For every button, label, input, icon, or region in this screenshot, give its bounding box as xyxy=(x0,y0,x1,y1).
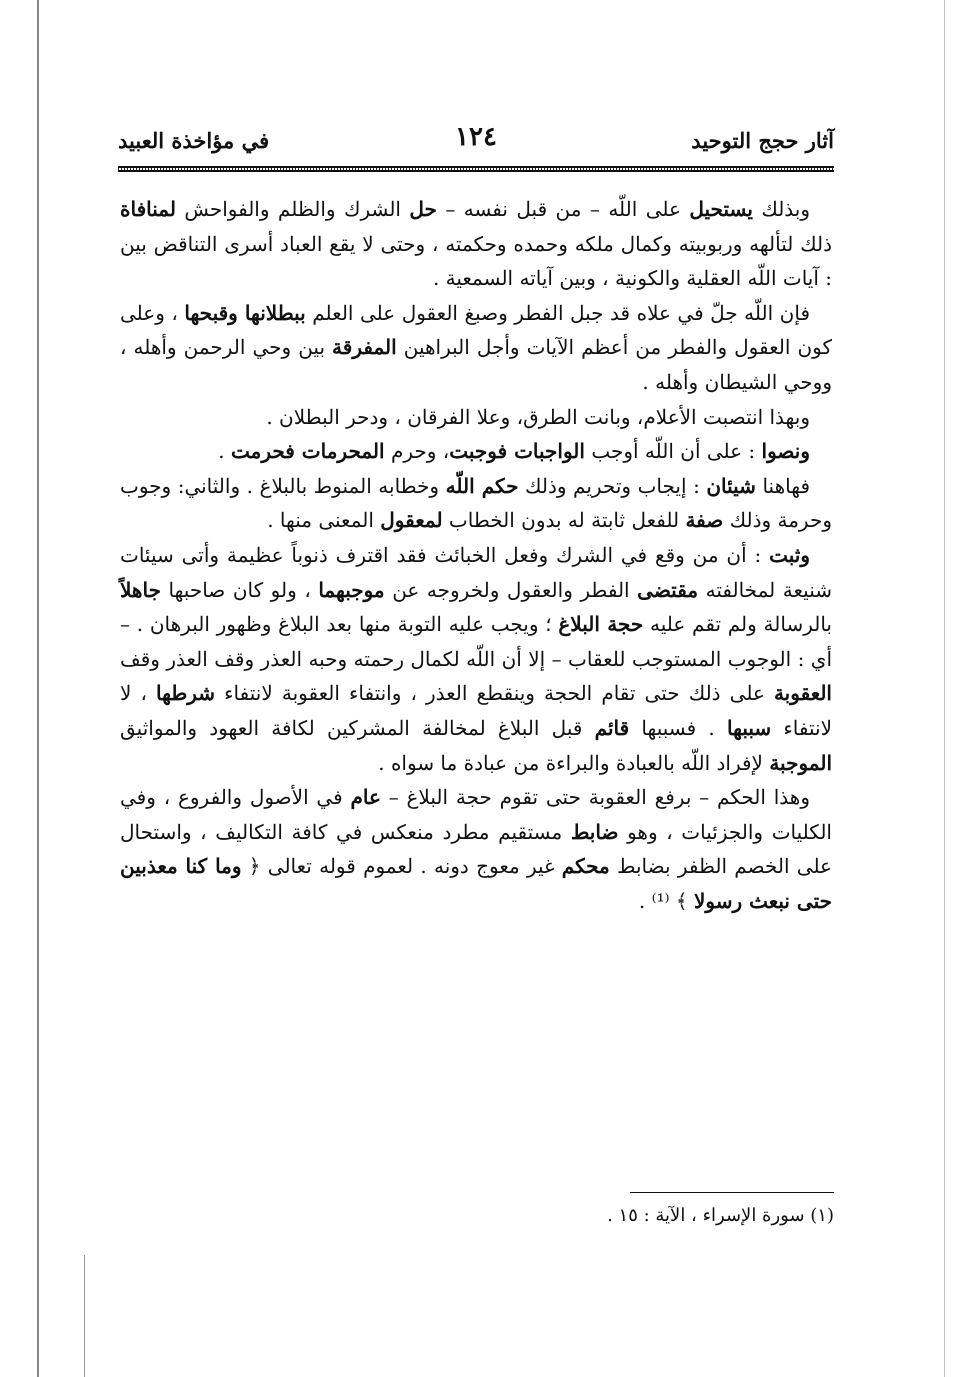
bold-term: شرطها xyxy=(156,681,216,706)
paragraph: فإن اللّه جلّ في علاه قد جبل الفطر وصبغ العقول على العلم ببطلانها وقبحها ، وعلى كون العقول والفطر من أعظم الآيات وأجل البراهين المفرقة بين وحي الرحمن وأهله ، ووحي الشيطان وأهله . xyxy=(120,300,833,394)
bold-term: محكم xyxy=(561,854,610,879)
page-edge-right xyxy=(944,0,945,1377)
running-header xyxy=(118,122,834,168)
paragraph: وبذلك يستحيل على اللّه – من قبل نفسه – حل الشرك والظلم والفواحش لمنافاة ذلك لتألهه وربوبيته وكمال ملكه وحمده وحكمته ، وحتى لا يقع العباد أسرى التناقض بين : آيات اللّه العقلية والكونية ، وبين آياته السمعية . xyxy=(120,197,832,291)
bold-term: سببها xyxy=(727,715,772,740)
paragraph: وبهذا انتصبت الأعلام، وبانت الطرق، وعلا الفرقان ، ودحر البطلان . xyxy=(266,404,810,429)
bold-term: ضابط xyxy=(570,819,619,844)
footnote-rule xyxy=(630,1192,834,1193)
bold-term: وما كنا معذبين حتى نبعث رسولا xyxy=(120,854,832,913)
bold-term: يستحيل xyxy=(689,197,753,221)
bold-term: موجبهما xyxy=(318,577,385,602)
paragraph: وهذا الحكم – برفع العقوبة حتى تقوم حجة البلاغ – عام في الأصول والفروع ، وفي الكليات والجزئيات ، وهو ضابط مستقيم مطرد منعكس في كافة التكاليف ، واستحال على الخصم الظفر بضابط محكم غير معوج دونه . لعموم قوله تعالى ﴿ وما كنا معذبين حتى نبعث رسولا ﴾ ⁽¹⁾ . xyxy=(120,785,832,913)
bold-term: حل xyxy=(409,197,437,221)
bold-term: عام xyxy=(350,785,381,810)
chapter-title: في مؤاخذة العبيد xyxy=(118,128,270,153)
bold-term: وثبت xyxy=(769,542,810,567)
bold-term: حجة البلاغ xyxy=(558,612,644,637)
bold-term: المحرمات فحرمت xyxy=(230,439,385,464)
main-text xyxy=(120,192,832,918)
paragraph: وثبت : أن من وقع في الشرك وفعل الخبائث فقد اقترف ذنوباً عظيمة وأتى سيئات شنيعة لمخالفته مقتضى الفطر والعقول ولخروجه عن موجبهما ، ولو كان صاحبها جاهلاً بالرسالة ولم تقم عليه حجة البلاغ ؛ ويجب عليه التوبة منها بعد البلاغ وظهور البرهان . – أي : الوجوب المستوجب للعقاب – إلا أن اللّه لكمال رحمته وحبه العذر وقف العذر وقف العقوبة على ذلك حتى تقام الحجة وينقطع العذر ، وانتفاء العقوبة لانتفاء شرطها ، لا لانتفاء سببها . فسببها قائم قبل البلاغ لمخالفة المشركين لكافة العهود والمواثيق الموجبة لإفراد اللّه بالعبادة والبراءة من عبادة ما سواه . xyxy=(120,542,833,775)
bold-term: شيئان xyxy=(706,473,756,498)
bold-term: حكم اللّه xyxy=(445,473,519,498)
paragraph: ونصوا : على أن اللّه أوجب الواجبات فوجبت، وحرم المحرمات فحرمت . xyxy=(218,439,810,464)
bold-term: العقوبة xyxy=(773,681,832,706)
bold-term: قائم xyxy=(594,715,630,740)
bold-term: الموجبة xyxy=(769,750,832,775)
bold-term: لمنافاة xyxy=(120,197,176,221)
paragraph: فهاهنا شيئان : إيجاب وتحريم وذلك حكم اللّه وخطابه المنوط بالبلاغ . والثاني: وجوب وحرمة وذلك صفة للفعل ثابتة له بدون الخطاب لمعقول المعنى منها . xyxy=(120,473,832,533)
bold-term: مقتضى xyxy=(637,577,699,602)
page-edge-mark xyxy=(84,1255,85,1377)
footnote: (١) سورة الإسراء ، الآية : ١٥ . xyxy=(607,1205,834,1226)
bold-term: صفة xyxy=(685,508,724,533)
bold-term: لمعقول xyxy=(380,508,443,533)
page-edge-left xyxy=(37,0,39,1377)
page-number: ١٢٤ xyxy=(455,122,497,152)
bold-term: ببطلانها وقبحها xyxy=(184,300,306,325)
bold-term: جاهلاً xyxy=(120,577,161,602)
book-title: آثار حجج التوحيد xyxy=(691,128,834,153)
bold-term: المفرقة xyxy=(332,335,397,360)
bold-term: الواجبات فوجبت xyxy=(449,439,585,464)
header-rule xyxy=(118,166,834,172)
bold-term: ونصوا xyxy=(761,439,810,464)
